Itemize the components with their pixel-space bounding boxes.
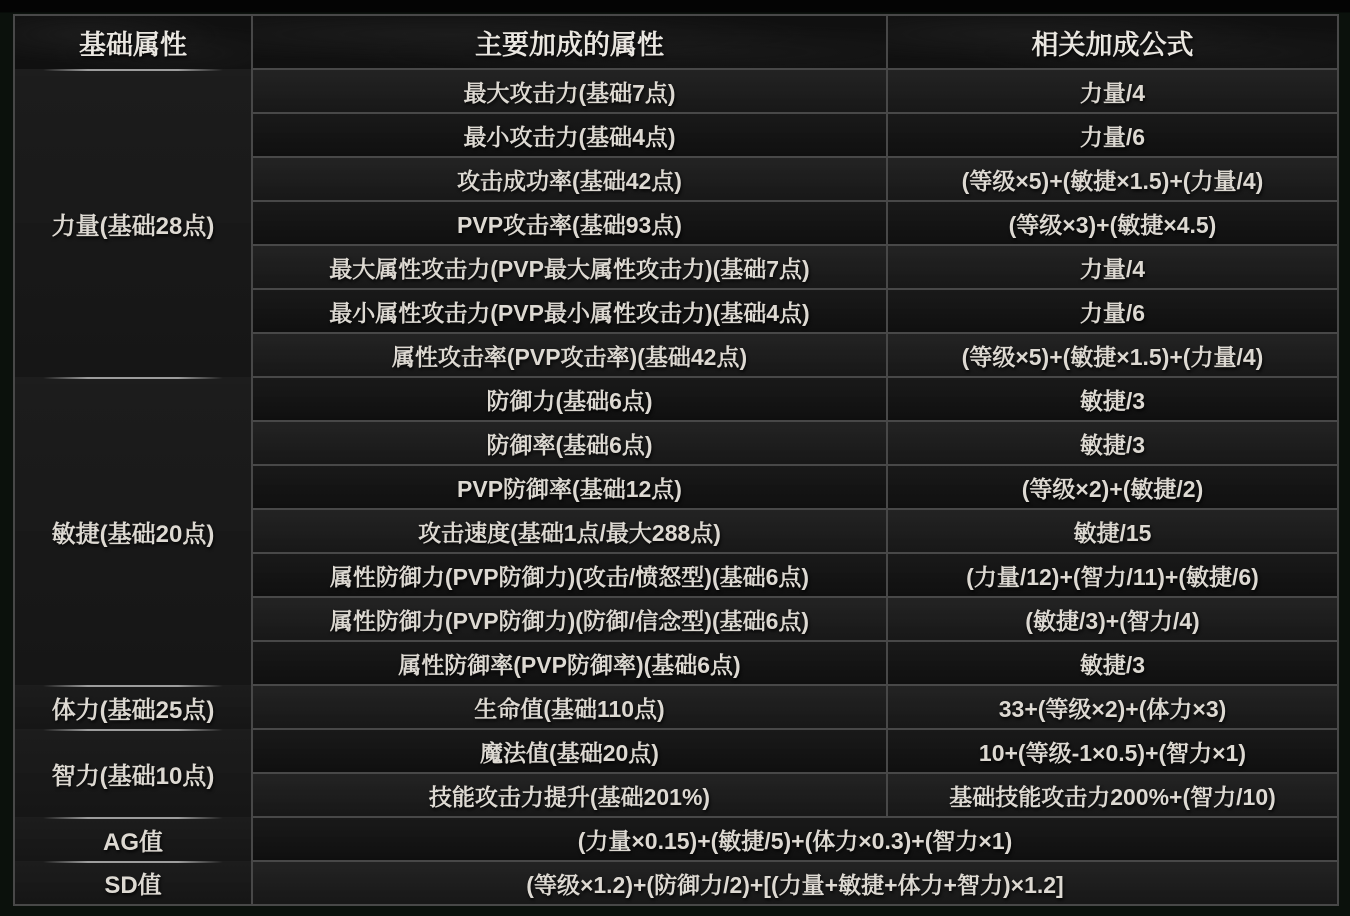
formula-cell: 力量/4 [887,69,1338,113]
table-row [14,69,1338,113]
base-attribute-sd: SD值 [14,861,252,905]
formula-cell: 敏捷/15 [887,509,1338,553]
attr-cell: 魔法值(基础20点) [252,729,887,773]
formula-cell: 敏捷/3 [887,377,1338,421]
formula-cell: 力量/6 [887,113,1338,157]
formula-cell-sd: (等级×1.2)+(防御力/2)+[(力量+敏捷+体力+智力)×1.2] [252,861,1338,905]
attr-cell: 最大攻击力(基础7点) [252,69,887,113]
formula-cell: (敏捷/3)+(智力/4) [887,597,1338,641]
formula-cell: (力量/12)+(智力/11)+(敏捷/6) [887,553,1338,597]
table-row-sd [14,861,1338,905]
attr-cell: 最小属性攻击力(PVP最小属性攻击力)(基础4点) [252,289,887,333]
formula-cell: (等级×5)+(敏捷×1.5)+(力量/4) [887,157,1338,201]
formula-cell: 敏捷/3 [887,641,1338,685]
formula-cell: 10+(等级-1×0.5)+(智力×1) [887,729,1338,773]
formula-cell: 33+(等级×2)+(体力×3) [887,685,1338,729]
header-bonus-formula: 相关加成公式 [887,15,1338,69]
formula-cell: 力量/6 [887,289,1338,333]
attr-cell: 攻击速度(基础1点/最大288点) [252,509,887,553]
table-row [14,729,1338,773]
attr-cell: 属性防御力(PVP防御力)(防御/信念型)(基础6点) [252,597,887,641]
base-attribute-intelligence: 智力(基础10点) [14,729,252,817]
table-row [14,377,1338,421]
base-attribute-stamina: 体力(基础25点) [14,685,252,729]
attr-cell: 生命值(基础110点) [252,685,887,729]
attr-cell: PVP攻击率(基础93点) [252,201,887,245]
attr-cell: 最大属性攻击力(PVP最大属性攻击力)(基础7点) [252,245,887,289]
formula-cell: 基础技能攻击力200%+(智力/10) [887,773,1338,817]
attr-cell: 属性防御力(PVP防御力)(攻击/愤怒型)(基础6点) [252,553,887,597]
formula-cell: (等级×5)+(敏捷×1.5)+(力量/4) [887,333,1338,377]
header-row [14,15,1338,69]
table-row-ag [14,817,1338,861]
table-row [14,685,1338,729]
attr-cell: 属性防御率(PVP防御率)(基础6点) [252,641,887,685]
formula-cell: (等级×2)+(敏捷/2) [887,465,1338,509]
attr-cell: 技能攻击力提升(基础201%) [252,773,887,817]
attr-cell: PVP防御率(基础12点) [252,465,887,509]
attr-cell: 攻击成功率(基础42点) [252,157,887,201]
base-attribute-ag: AG值 [14,817,252,861]
attr-cell: 防御率(基础6点) [252,421,887,465]
formula-cell: (等级×3)+(敏捷×4.5) [887,201,1338,245]
attr-cell: 属性攻击率(PVP攻击率)(基础42点) [252,333,887,377]
formula-cell: 敏捷/3 [887,421,1338,465]
stat-bonus-table [13,14,1339,906]
attr-cell: 最小攻击力(基础4点) [252,113,887,157]
formula-cell-ag: (力量×0.15)+(敏捷/5)+(体力×0.3)+(智力×1) [252,817,1338,861]
formula-cell: 力量/4 [887,245,1338,289]
header-base-attribute: 基础属性 [14,15,252,69]
base-attribute-agility: 敏捷(基础20点) [14,377,252,685]
base-attribute-strength: 力量(基础28点) [14,69,252,377]
header-boosted-attribute: 主要加成的属性 [252,15,887,69]
attr-cell: 防御力(基础6点) [252,377,887,421]
